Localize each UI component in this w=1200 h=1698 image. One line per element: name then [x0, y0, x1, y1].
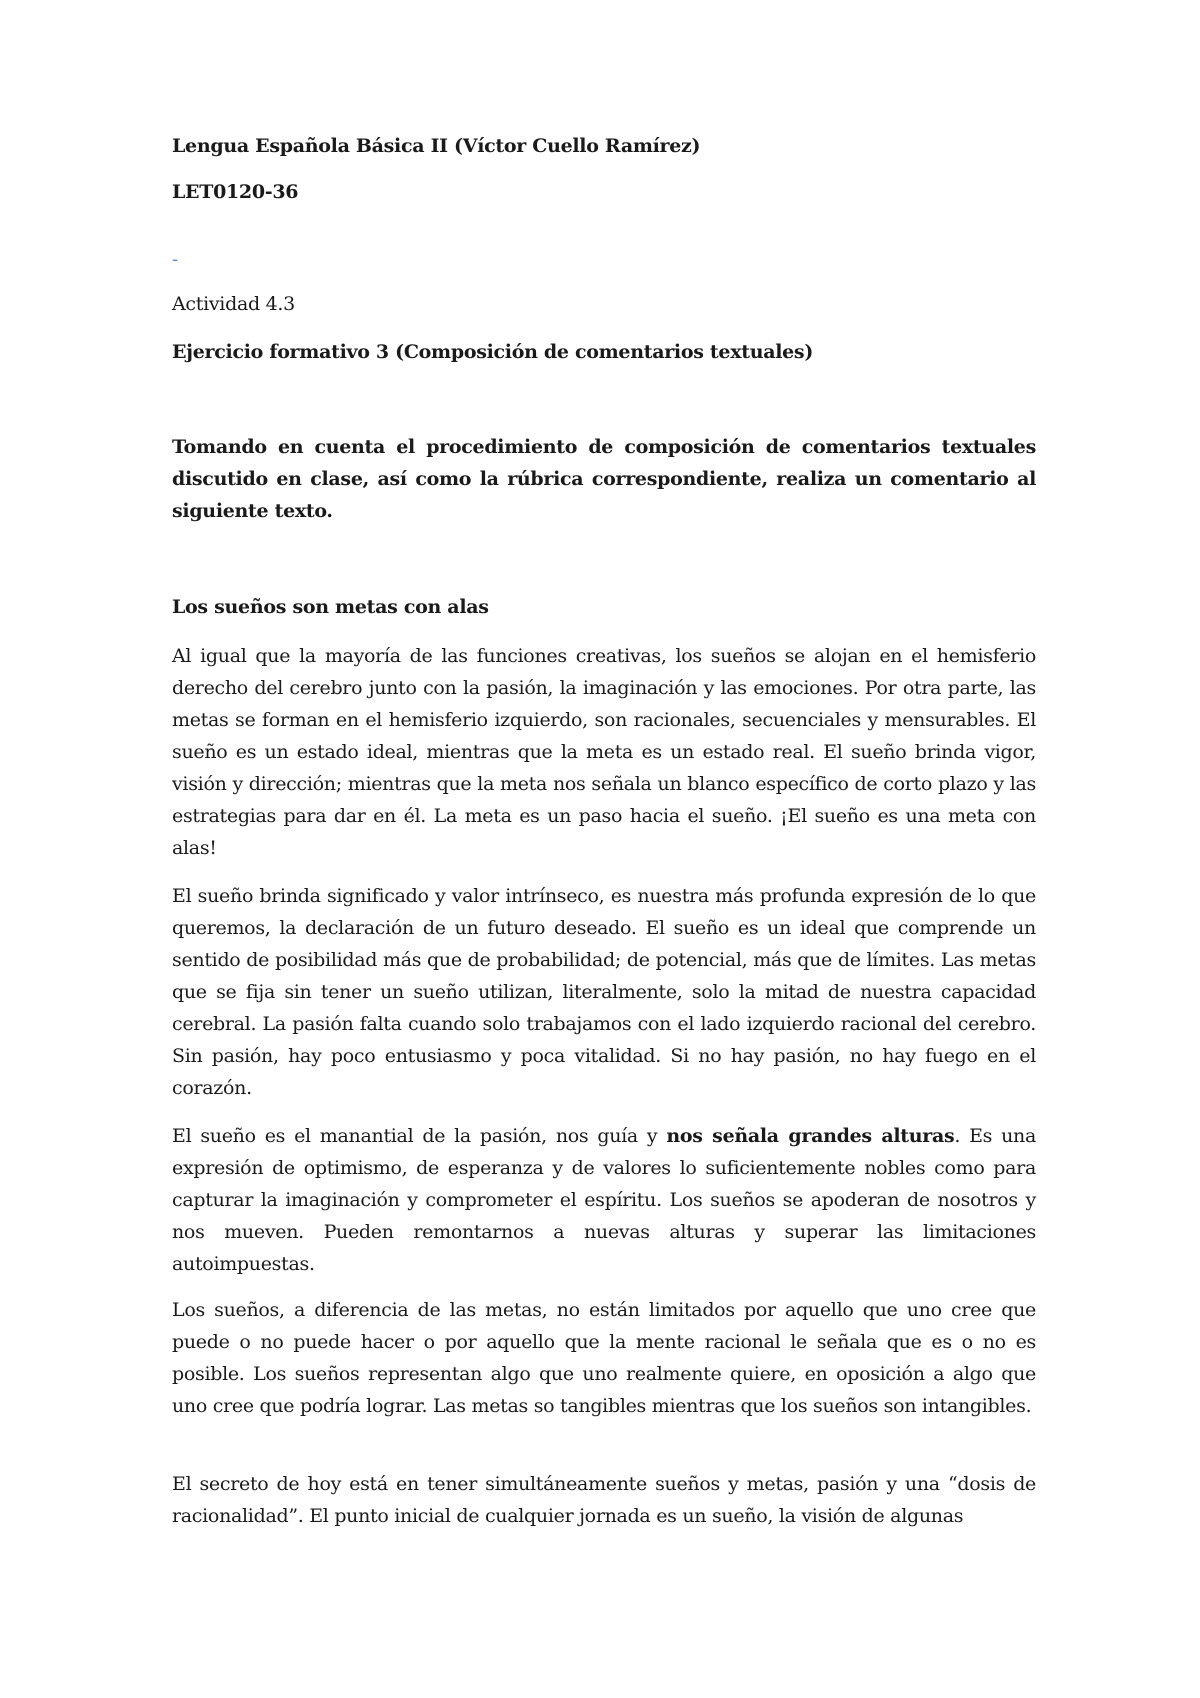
exercise-title: Ejercicio formativo 3 (Composición de comentarios textuales): [172, 341, 814, 363]
course-code: LET0120-36: [172, 181, 299, 203]
separator-dash: -: [172, 249, 179, 270]
course-title: Lengua Española Básica II (Víctor Cuello Ramírez): [172, 135, 701, 157]
article-paragraph-5: El secreto de hoy está en tener simultáneamente sueños y metas, pasión y una “dosis de racionalidad”. El punto inicial de cualquier jornada es un sueño, la visión de algunas: [172, 1473, 1036, 1527]
article-paragraph-4: Los sueños, a diferencia de las metas, no están limitados por aquello que uno cree que puede o no puede hacer o por aquello que la mente racional le señala que es o no es posible. Los sueños representan algo que uno realmente quiere, en oposición a algo que uno cree que podría lograr. Las metas so tangibles mientras que los sueños son intangibles.: [172, 1299, 1036, 1417]
paragraph-3-emphasis: nos señala grandes alturas: [666, 1125, 955, 1147]
article-paragraph-3: [172, 1120, 1036, 1280]
paragraph-3-end: . Es una expresión de optimismo, de esperanza y de valores lo suficientemente nobles como para capturar la imaginación y comprometer el espíritu. Los sueños se apoderan de nosotros y nos mueven. Pueden remontarnos a nuevas alturas y superar las limitaciones autoimpuestas.: [172, 1125, 1036, 1275]
activity-label: Actividad 4.3: [172, 293, 295, 315]
article-paragraph-1: Al igual que la mayoría de las funciones creativas, los sueños se alojan en el hemisferio derecho del cerebro junto con la pasión, la imaginación y las emociones. Por otra parte, las metas se forman en el hemisferio izquierdo, son racionales, secuenciales y mensurables. El sueño es un estado ideal, mientras que la meta es un estado real. El sueño brinda vigor, visión y dirección; mientras que la meta nos señala un blanco específico de corto plazo y las estrategias para dar en él. La meta es un paso hacia el sueño. ¡El sueño es una meta con alas!: [172, 645, 1036, 859]
article-paragraph-2: El sueño brinda significado y valor intrínseco, es nuestra más profunda expresión de lo que queremos, la declaración de un futuro deseado. El sueño es un ideal que comprende un sentido de posibilidad más que de probabilidad; de potencial, más que de límites. Las metas que se fija sin tener un sueño utilizan, literalmente, solo la mitad de nuestra capacidad cerebral. La pasión falta cuando solo trabajamos con el lado izquierdo racional del cerebro. Sin pasión, hay poco entusiasmo y poca vitalidad. Si no hay pasión, no hay fuego en el corazón.: [172, 885, 1036, 1099]
instructions-text: Tomando en cuenta el procedimiento de composición de comentarios textuales discutido en clase, así como la rúbrica correspondiente, realiza un comentario al siguiente texto.: [172, 436, 1036, 522]
paragraph-3-start: El sueño es el manantial de la pasión, nos guía y: [172, 1125, 667, 1147]
article-title: Los sueños son metas con alas: [172, 596, 489, 618]
